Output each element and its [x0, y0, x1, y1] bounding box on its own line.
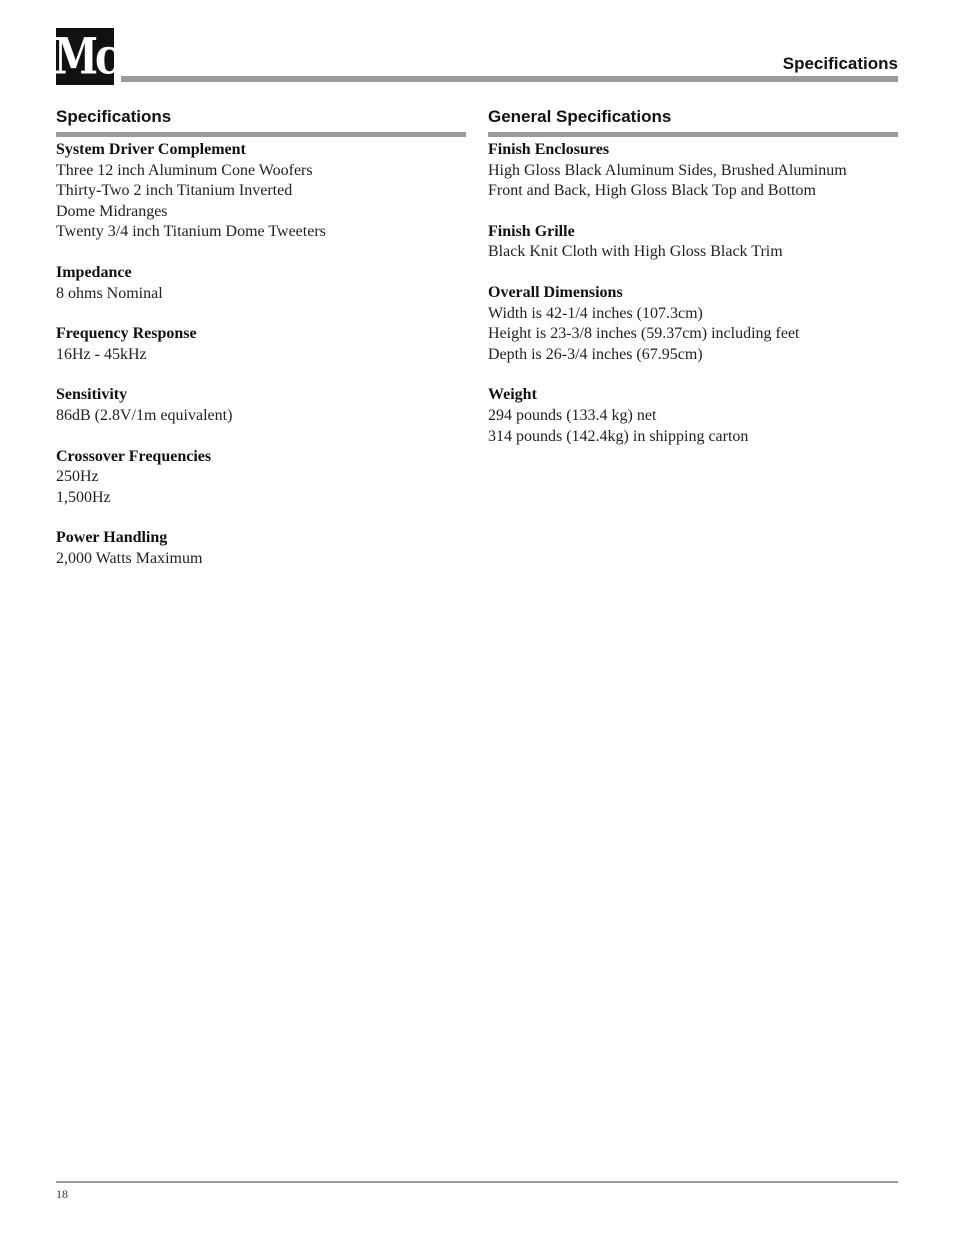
spec-block [56, 385, 466, 426]
logo-text: Mc [53, 26, 117, 86]
spec-block [488, 140, 898, 202]
spec-value: Width is 42-1/4 inches (107.3cm) [488, 304, 703, 322]
spec-label: Frequency Response [56, 325, 197, 343]
page-number: 18 [56, 1187, 68, 1201]
spec-value: High Gloss Black Aluminum Sides, Brushed Aluminum [488, 161, 847, 179]
spec-label: Overall Dimensions [488, 283, 623, 301]
spec-value: 8 ohms Nominal [56, 284, 163, 302]
header-title: Specifications [782, 54, 898, 73]
header-rule [121, 76, 898, 82]
spec-value: 314 pounds (142.4kg) in shipping carton [488, 427, 749, 445]
spec-value: Depth is 26-3/4 inches (67.95cm) [488, 345, 703, 363]
spec-block [56, 447, 466, 509]
spec-value: 294 pounds (133.4 kg) net [488, 406, 657, 424]
spec-value: 16Hz - 45kHz [56, 345, 147, 363]
specifications-column [56, 107, 466, 590]
spec-value: 1,500Hz [56, 488, 111, 506]
section-title-general-specifications: General Specifications [488, 107, 672, 126]
spec-label: Weight [488, 386, 537, 404]
spec-block [56, 324, 466, 365]
spec-value: Height is 23-3/8 inches (59.37cm) including feet [488, 325, 800, 343]
section-rule [56, 132, 466, 137]
general-specifications-column [488, 107, 898, 467]
spec-value: 86dB (2.8V/1m equivalent) [56, 406, 233, 424]
spec-label: System Driver Complement [56, 141, 246, 158]
spec-list [56, 140, 466, 570]
spec-label: Finish Grille [488, 222, 575, 240]
spec-block [56, 263, 466, 304]
spec-block [56, 140, 466, 243]
spec-block [56, 528, 466, 569]
spec-value: Front and Back, High Gloss Black Top and Bottom [488, 182, 816, 200]
spec-value: Twenty 3/4 inch Titanium Dome Tweeters [56, 223, 326, 241]
spec-label: Finish Enclosures [488, 141, 610, 158]
spec-value: Dome Midranges [56, 202, 168, 220]
mcintosh-logo [53, 26, 117, 86]
spec-list [488, 140, 898, 447]
section-title-specifications: Specifications [56, 107, 172, 126]
spec-value: Three 12 inch Aluminum Cone Woofers [56, 161, 313, 179]
section-rule [488, 132, 898, 137]
spec-block [488, 222, 898, 263]
spec-value: Black Knit Cloth with High Gloss Black Trim [488, 243, 783, 261]
spec-label: Sensitivity [56, 386, 128, 404]
spec-label: Power Handling [56, 529, 168, 547]
spec-value: 250Hz [56, 468, 99, 486]
spec-block [488, 283, 898, 365]
spec-value: Thirty-Two 2 inch Titanium Inverted [56, 182, 293, 200]
spec-label: Impedance [56, 263, 132, 281]
spec-label: Crossover Frequencies [56, 447, 212, 465]
spec-block [488, 385, 898, 447]
spec-value: 2,000 Watts Maximum [56, 549, 203, 567]
footer-rule [56, 1181, 898, 1183]
